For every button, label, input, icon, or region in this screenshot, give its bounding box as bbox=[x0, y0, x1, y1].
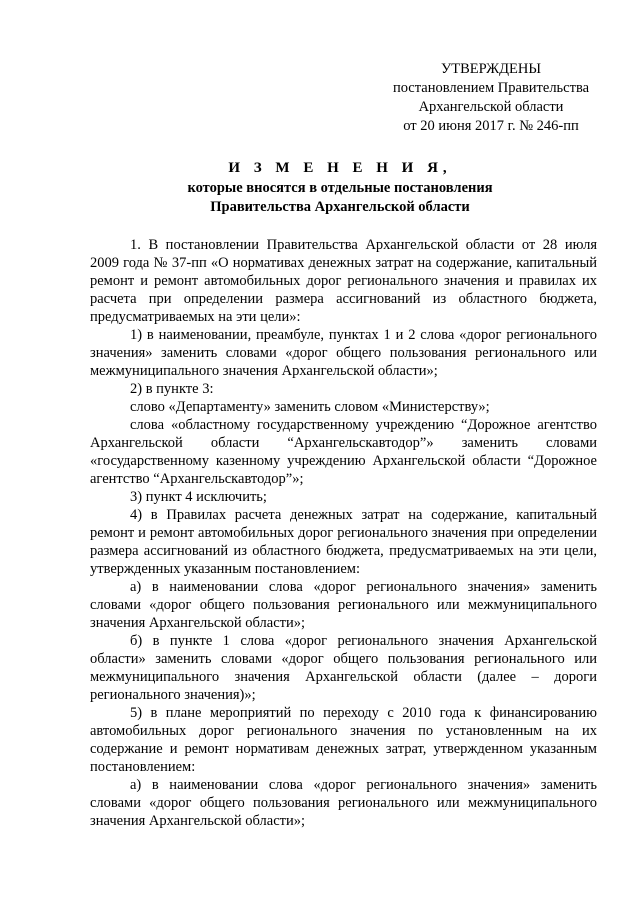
paragraph-7: 4) в Правилах расчета денежных затрат на содержание, капитальный ремонт и ремонт автомобильных дорог регионального значения при определении размера ассигнований из областного бюджета, предусматриваемых на эти цели, утвержденных указанным постановлением: bbox=[90, 507, 597, 577]
paragraph-10: 5) в плане мероприятий по переходу с 2010 года к финансированию автомобильных дорог регионального значения по установленным на их содержание и ремонт нормативам денежных затрат, утвержденном указанным постановлением: bbox=[90, 705, 597, 775]
paragraph-4: слово «Департаменту» заменить словом «Министерству»; bbox=[130, 399, 490, 415]
paragraph-3: 2) в пункте 3: bbox=[130, 381, 214, 397]
paragraph-1: 1. В постановлении Правительства Архангельской области от 28 июля 2009 года № 37-пп «О нормативах денежных затрат на содержание, капитальный ремонт и ремонт автомобильных дорог регионального значения и правилах их расчета при определении размера ассигнований из областного бюджета, предусматриваемых на эти цели»: bbox=[90, 237, 597, 325]
paragraph-5: слова «областному государственному учреждению “Дорожное агентство Архангельской области “Архангельскавтодор”» заменить словами «государственному казенному учреждению Архангельской области “Дорожное агентство “Архангельскавтодор”»; bbox=[90, 417, 597, 487]
paragraph-6: 3) пункт 4 исключить; bbox=[130, 489, 267, 505]
paragraph-11: а) в наименовании слова «дорог регионального значения» заменить словами «дорог общего пользования регионального или межмуниципального значения Архангельской области»; bbox=[90, 777, 597, 829]
paragraph-2: 1) в наименовании, преамбуле, пунктах 1 и 2 слова «дорог регионального значения» заменить словами «дорог общего пользования регионального или межмуниципального значения Архангельской области»; bbox=[90, 327, 597, 379]
document-title bbox=[80, 157, 600, 217]
paragraph-8: а) в наименовании слова «дорог регионального значения» заменить словами «дорог общего пользования регионального или межмуниципального значения Архангельской области»; bbox=[90, 579, 597, 631]
approval-line-3: от 20 июня 2017 г. № 246-пп bbox=[403, 118, 579, 134]
approval-heading: УТВЕРЖДЕНЫ bbox=[440, 61, 542, 77]
approval-line-2: Архангельской области bbox=[418, 99, 564, 115]
approval-line-1: постановлением Правительства bbox=[392, 80, 590, 96]
document-body bbox=[90, 236, 597, 830]
title-subtitle-2: Правительства Архангельской области bbox=[210, 199, 470, 215]
paragraph-9: б) в пункте 1 слова «дорог регионального значения Архангельской области» заменить словами «дорог общего пользования регионального или межмуниципального значения Архангельской области (далее – дороги регионального значения)»; bbox=[90, 633, 597, 703]
title-main: И З М Е Н Е Н И Я, bbox=[228, 160, 452, 176]
approval-stamp bbox=[378, 60, 604, 136]
title-subtitle-1: которые вносятся в отдельные постановления bbox=[187, 180, 493, 196]
